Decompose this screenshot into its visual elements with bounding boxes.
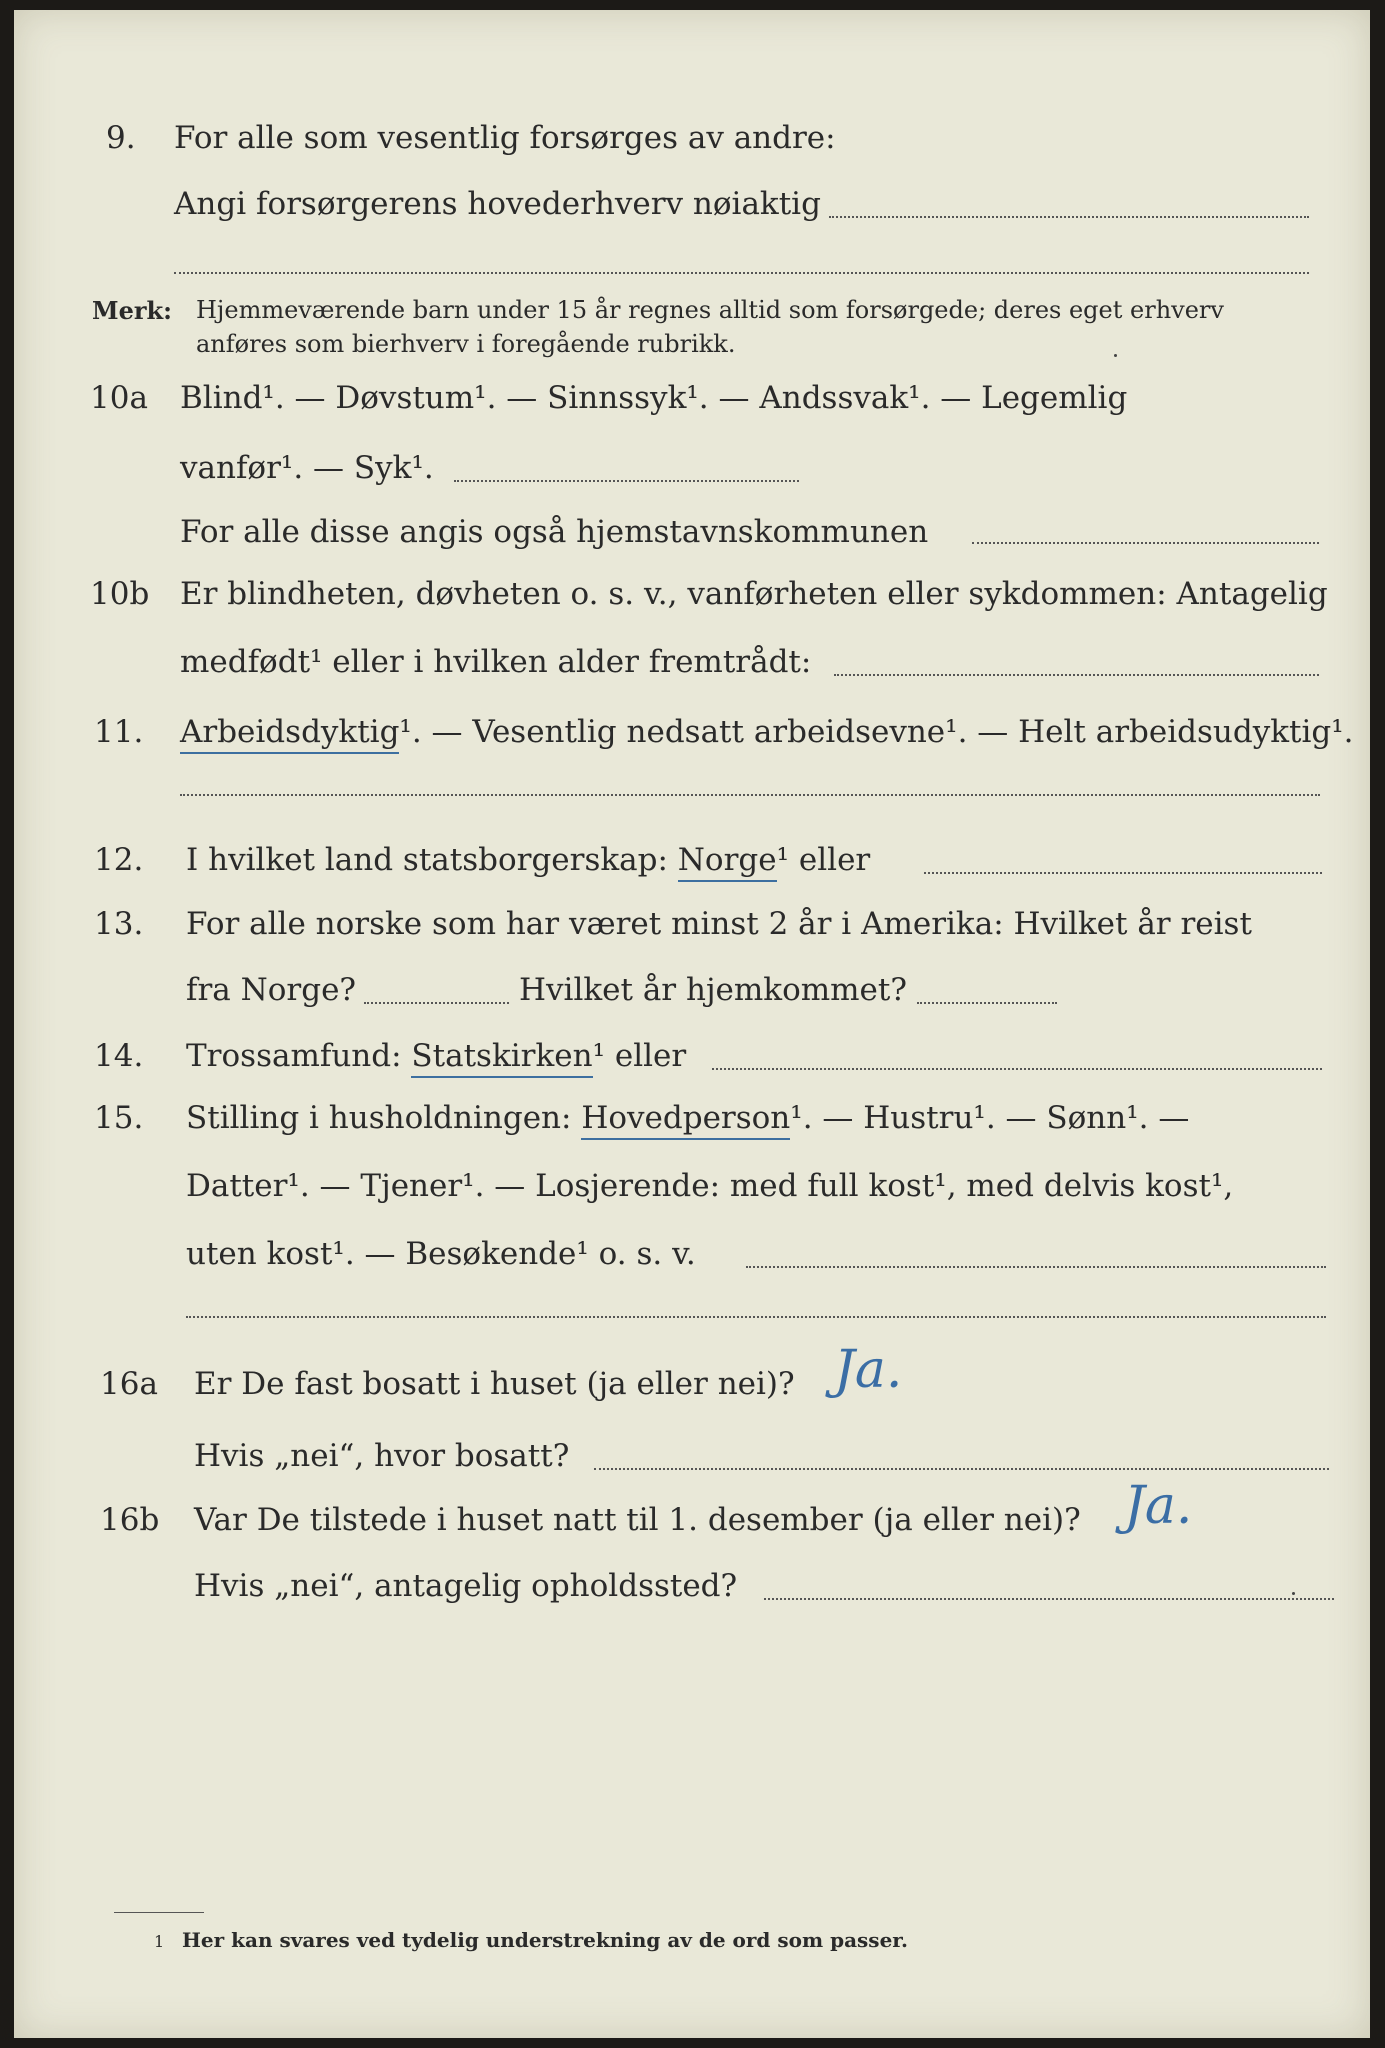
q12-answer-line[interactable]: [924, 872, 1322, 874]
q11-row: [14, 714, 1370, 774]
q16a-text-line1: Er De fast bosatt i huset (ja eller nei)?: [194, 1366, 795, 1402]
q16a-text-line2: Hvis „nei“, hvor bosatt?: [194, 1438, 570, 1474]
q16a-row1: [14, 1366, 1370, 1426]
q12-row: [14, 842, 1370, 902]
merk-label: Merk:: [92, 296, 172, 325]
q12-option-norge[interactable]: Norge: [678, 842, 777, 882]
q15-answer-line[interactable]: [746, 1266, 1326, 1268]
q9-row1: [14, 120, 1370, 180]
q15-row1: [14, 1100, 1370, 1160]
q13-number: 13.: [94, 906, 144, 942]
q10a-kommune-line[interactable]: [972, 542, 1319, 544]
merk-text-line2: anføres som bierhverv i foregående rubrikk.: [196, 330, 736, 358]
q10b-row2: [14, 644, 1370, 704]
q11-text: [180, 714, 1354, 750]
q13-hjemkommet-line[interactable]: [917, 1002, 1057, 1004]
q10b-answer-line[interactable]: [834, 674, 1319, 676]
q13-reist-line[interactable]: [364, 1002, 509, 1004]
q10a-text-line1: Blind¹. — Døvstum¹. — Sinnssyk¹. — Andssvak¹. — Legemlig: [180, 380, 1128, 416]
q16a-handwritten-answer: Ja.: [834, 1340, 903, 1400]
q9-number: 9.: [106, 120, 136, 156]
q15-row3: [14, 1236, 1370, 1296]
q14-number: 14.: [94, 1038, 144, 1074]
q10a-text-line3: For alle disse angis også hjemstavnskommunen: [180, 514, 929, 550]
footnote-text: Her kan svares ved tydelig understrekning av de ord som passer.: [182, 1928, 908, 1952]
q15-row2: [14, 1168, 1370, 1228]
q10a-text-line2: vanfør¹. — Syk¹.: [180, 450, 434, 486]
q10a-row1: [14, 380, 1370, 440]
q11-text-rest: ¹. — Vesentlig nedsatt arbeidsevne¹. — Helt arbeidsudyktig¹.: [399, 714, 1354, 750]
q13-row1: [14, 906, 1370, 966]
footnote-mark: 1: [154, 1932, 165, 1951]
q10b-text-line2: medfødt¹ eller i hvilken alder fremtrådt:: [180, 644, 812, 680]
q15-text-line2: Datter¹. — Tjener¹. — Losjerende: med full kost¹, med delvis kost¹,: [186, 1168, 1234, 1204]
q15-text-pre: Stilling i husholdningen:: [186, 1100, 572, 1136]
q14-text-post: ¹ eller: [592, 1038, 687, 1074]
q16b-number: 16b: [100, 1502, 160, 1538]
form-page: [14, 10, 1370, 2038]
q9-text-line2: Angi forsørgerens hovederhverv nøiaktig: [174, 186, 821, 222]
q9-row2: [14, 186, 1370, 246]
q14-text: [186, 1038, 686, 1074]
q9-text-line1: For alle som vesentlig forsørges av andre:: [174, 120, 836, 156]
q10a-answer-line[interactable]: [454, 480, 799, 482]
q15-answer-line-2[interactable]: [186, 1316, 1326, 1318]
footnote-row: [14, 1928, 1370, 1988]
q13-text-line2b: Hvilket år hjemkommet?: [519, 972, 907, 1008]
q10b-number: 10b: [90, 576, 150, 612]
q16b-row2: [14, 1568, 1370, 1628]
q10b-row1: [14, 576, 1370, 636]
q10a-row2: [14, 450, 1370, 510]
q10b-text-line1: Er blindheten, døvheten o. s. v., vanførheten eller sykdommen: Antagelig: [180, 576, 1328, 612]
q16b-text-line2: Hvis „nei“, antagelig opholdssted?: [194, 1568, 738, 1604]
q14-option-statskirken[interactable]: Statskirken: [411, 1038, 592, 1078]
q13-text-line2a: fra Norge?: [186, 972, 357, 1008]
q15-number: 15.: [94, 1100, 144, 1136]
q10a-number: 10a: [90, 380, 148, 416]
paper-speck: [1292, 1592, 1295, 1595]
paper-speck: [1114, 354, 1117, 357]
footnote-rule: [114, 1912, 204, 1913]
q16a-number: 16a: [100, 1366, 158, 1402]
q14-text-pre: Trossamfund:: [186, 1038, 402, 1074]
q12-text-post: ¹ eller: [776, 842, 871, 878]
q15-text-line1: [186, 1100, 1189, 1136]
q13-row2: [14, 972, 1370, 1032]
q15-text-post: ¹. — Hustru¹. — Sønn¹. —: [790, 1100, 1190, 1136]
merk-text-line1: Hjemmeværende barn under 15 år regnes alltid som forsørgede; deres eget erhverv: [196, 296, 1224, 324]
q9-answer-line-2[interactable]: [174, 272, 1309, 274]
q11-number: 11.: [94, 714, 144, 750]
q11-answer-line[interactable]: [180, 794, 1320, 796]
q9-answer-line[interactable]: [829, 216, 1309, 218]
q12-number: 12.: [94, 842, 144, 878]
q16b-handwritten-answer: Ja.: [1124, 1476, 1193, 1536]
q10a-row3: [14, 514, 1370, 574]
q13-text-line1: For alle norske som har været minst 2 år i Amerika: Hvilket år reist: [186, 906, 1252, 942]
q12-text-pre: I hvilket land statsborgerskap:: [186, 842, 668, 878]
q11-option-arbeidsdyktig[interactable]: Arbeidsdyktig: [180, 714, 399, 754]
q16b-answer-line[interactable]: [764, 1598, 1334, 1600]
q16a-answer-line[interactable]: [594, 1468, 1329, 1470]
q16b-text-line1: Var De tilstede i huset natt til 1. desember (ja eller nei)?: [194, 1502, 1081, 1538]
q12-text: [186, 842, 870, 878]
q14-row: [14, 1038, 1370, 1098]
q15-text-line3: uten kost¹. — Besøkende¹ o. s. v.: [186, 1236, 696, 1272]
q14-answer-line[interactable]: [712, 1068, 1322, 1070]
q15-option-hovedperson[interactable]: Hovedperson: [581, 1100, 790, 1140]
